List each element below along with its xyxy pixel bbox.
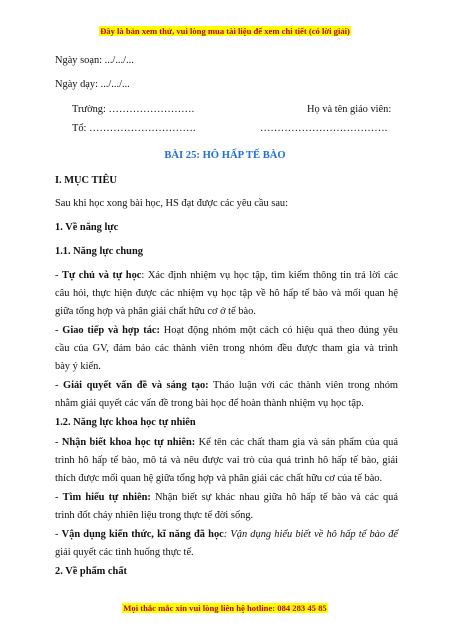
explore-line-2: trình đốt cháy nhiên liệu trong thực tế đời sống. — [55, 510, 254, 521]
explore-line-1: - Tìm hiểu tự nhiên: Nhận biết sự khác nhau giữa hô hấp tế bào và các quá — [55, 492, 398, 503]
know-line-3: thích được mối quan hệ giữa tổng hợp và phân giải các chất hữu cơ của tế bào. — [55, 473, 383, 484]
teacher-field: Họ và tên giáo viên: — [307, 104, 392, 115]
comm-line-3: bày ý kiến. — [55, 361, 101, 372]
group-field: Tổ: …………………………. — [72, 123, 196, 134]
know-line-1: - Nhận biết khoa học tự nhiên: Kể tên các chất tham gia và sản phẩm của quá — [55, 437, 398, 448]
self-study-line-3: giữa tổng hợp và phân giải chất hữu cơ ở tế bào. — [55, 306, 256, 317]
self-study-line-2: câu hỏi, thực hiện được các nhiệm vụ học tập về hô hấp tế bào và mối quan hệ — [55, 288, 398, 299]
know-line-2: trình hô hấp tế bào, mô tả và nêu được vai trò của quá trình hô hấp tế bào, giải — [55, 455, 398, 466]
comm-line-2: cầu của GV, đảm bảo các thành viên trong nhóm đều được tham gia và trình — [55, 343, 398, 354]
apply-label: Vận dụng kiến thức, kĩ năng đã học — [61, 529, 224, 540]
solve-line-2: nhằm giải quyết các vấn đề trong bài học để hoàn thành nhiệm vụ học tập. — [55, 398, 364, 409]
comm-line-1: - Giao tiếp và hợp tác: Hoạt động nhóm một cách có hiệu quả theo đúng yêu — [55, 325, 399, 336]
explore-label: Tìm hiểu tự nhiên: — [62, 492, 151, 503]
apply-line-1: - Vận dụng kiến thức, kĩ năng đã học: Vận dụng hiểu biết về hô hấp tế bào để — [55, 529, 399, 540]
solve-line-1: - Giải quyết vấn đề và sáng tạo: Thảo luận với các thành viên trong nhóm — [55, 380, 399, 391]
heading-competence: 1. Về năng lực — [55, 222, 119, 233]
know-label: Nhận biết khoa học tự nhiên: — [61, 437, 196, 448]
intro-text: Sau khi học xong bài học, HS đạt được các yêu cầu sau: — [55, 198, 289, 209]
preview-notice-banner: Đây là bản xem thử, vui lòng mua tài liệu để xem chi tiết (có lời giải) — [100, 26, 350, 36]
comm-label: Giao tiếp và hợp tác: — [62, 325, 160, 336]
group-dots: ………………………………. — [260, 123, 388, 134]
lesson-title: BÀI 25: HÔ HẤP TẾ BÀO — [164, 150, 286, 161]
school-field: Trường: ……………………. — [72, 104, 195, 115]
hotline-footer: Mọi thắc mắc xin vui lòng liên hệ hotline: 084 283 45 85 — [123, 603, 327, 613]
teach-date: Ngày dạy: .../.../... — [55, 79, 130, 90]
solve-label: Giải quyết vấn đề và sáng tạo: — [63, 380, 209, 391]
section-objectives: I. MỤC TIÊU — [55, 175, 117, 186]
apply-line-2: giải quyết các tình huống thực tế. — [55, 547, 194, 558]
self-study-line-1: - Tự chủ và tự học: Xác định nhiệm vụ học tập, tìm kiếm thông tin trả lời các — [55, 270, 398, 281]
heading-science: 1.2. Năng lực khoa học tự nhiên — [55, 417, 196, 428]
heading-general: 1.1. Năng lực chung — [55, 246, 143, 257]
prep-date: Ngày soạn: .../.../... — [55, 55, 134, 66]
heading-quality: 2. Về phẩm chất — [55, 566, 127, 577]
self-study-label: Tự chủ và tự học — [62, 270, 142, 281]
